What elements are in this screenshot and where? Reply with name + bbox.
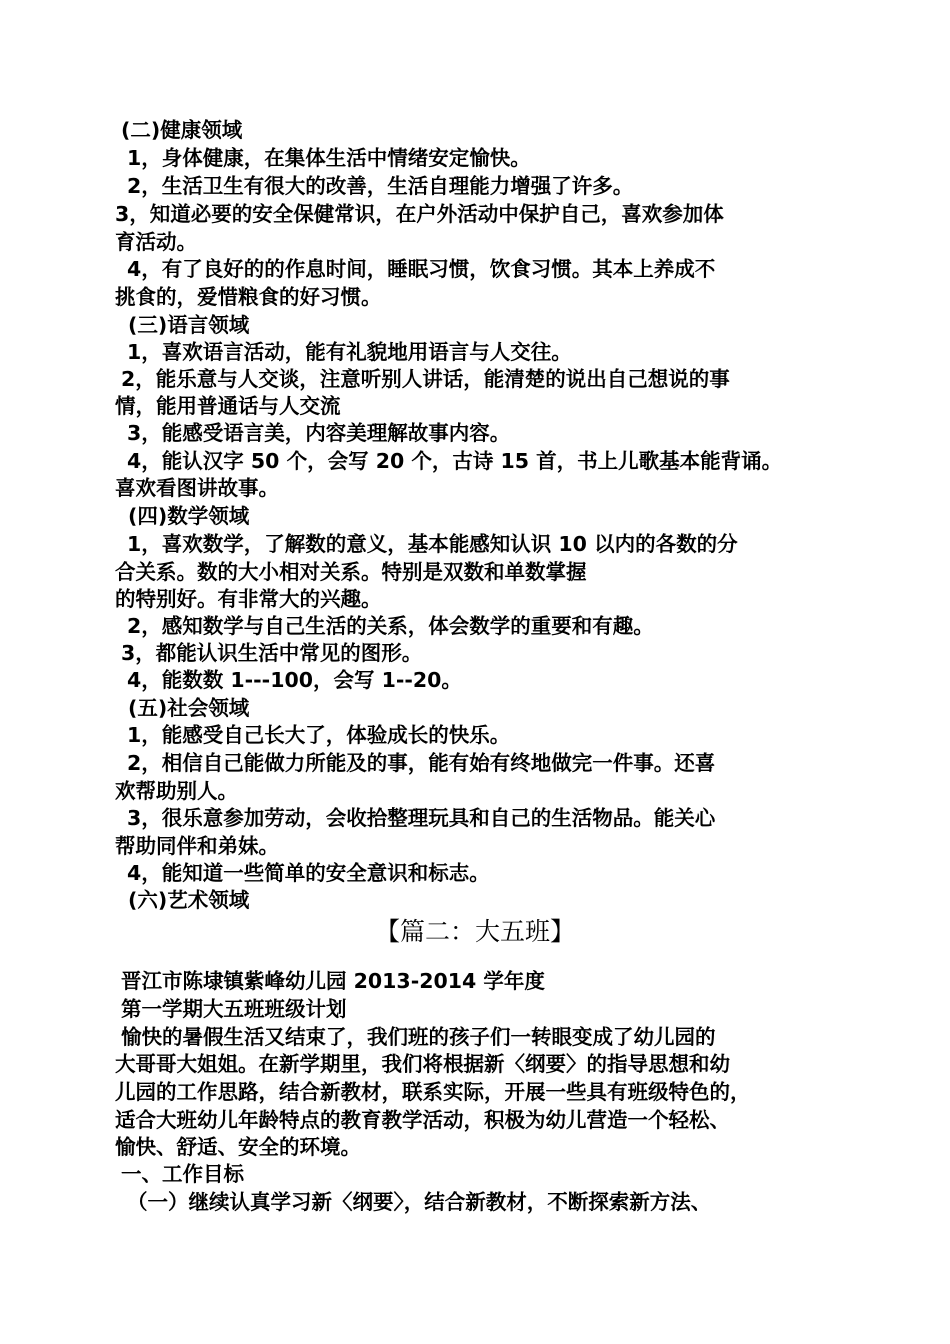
text-line: 大哥哥大姐姐。在新学期里，我们将根据新〈纲要〉的指导思想和幼	[115, 1052, 730, 1076]
text-line: 帮助同伴和弟妹。	[115, 834, 279, 858]
school-title: 晋江市陈埭镇紫峰幼儿园 2013-2014 学年度	[121, 969, 545, 993]
text-line: 1，身体健康，在集体生活中情绪安定愉快。	[127, 146, 531, 170]
text-line: 的特别好。有非常大的兴趣。	[115, 587, 382, 611]
text-line: 愉快的暑假生活又结束了，我们班的孩子们一转眼变成了幼儿园的	[121, 1025, 716, 1049]
text-line: 1，喜欢数学，了解数的意义，基本能感知认识 10 以内的各数的分	[127, 532, 738, 556]
text-line: 情，能用普通话与人交流	[115, 394, 341, 418]
text-line: 1，能感受自己长大了，体验成长的快乐。	[127, 723, 511, 747]
section-title-language: (三)语言领域	[128, 313, 250, 337]
text-line: 2，能乐意与人交谈，注意听别人讲话，能清楚的说出自己想说的事	[121, 367, 730, 391]
text-line: 挑食的，爱惜粮食的好习惯。	[115, 285, 382, 309]
text-line: 欢帮助别人。	[115, 779, 238, 803]
section-title-health: (二)健康领域	[121, 118, 243, 142]
text-line: 3，能感受语言美，内容美理解故事内容。	[127, 421, 511, 445]
section-title-goals: 一、工作目标	[121, 1162, 244, 1186]
text-line: 4，能认汉字 50 个，会写 20 个，古诗 15 首，书上儿歌基本能背诵。	[127, 449, 783, 473]
plan-title: 第一学期大五班班级计划	[121, 997, 347, 1021]
text-line: 3，知道必要的安全保健常识，在户外活动中保护自己，喜欢参加体	[115, 202, 724, 226]
text-line: 2，相信自己能做力所能及的事，能有始有终地做完一件事。还喜	[127, 751, 716, 775]
text-line: 3，很乐意参加劳动，会收拾整理玩具和自己的生活物品。能关心	[127, 806, 716, 830]
text-line: 2，生活卫生有很大的改善，生活自理能力增强了许多。	[127, 174, 634, 198]
text-line: 3，都能认识生活中常见的图形。	[121, 641, 423, 665]
text-line: 愉快、舒适、安全的环境。	[115, 1135, 361, 1159]
text-line: 适合大班幼儿年龄特点的教育教学活动，积极为幼儿营造一个轻松、	[115, 1108, 730, 1132]
text-line: 育活动。	[115, 230, 197, 254]
section-title-society: (五)社会领域	[128, 696, 250, 720]
section-title-math: (四)数学领域	[128, 504, 250, 528]
text-line: 4，有了良好的的作息时间，睡眠习惯，饮食习惯。其本上养成不	[127, 257, 716, 281]
section-heading: 【篇二：大五班】	[374, 917, 575, 946]
text-line: 4，能知道一些简单的安全意识和标志。	[127, 861, 490, 885]
text-line: 2，感知数学与自己生活的关系，体会数学的重要和有趣。	[127, 614, 654, 638]
text-line: 1，喜欢语言活动，能有礼貌地用语言与人交往。	[127, 340, 572, 364]
text-line: 喜欢看图讲故事。	[115, 476, 279, 500]
section-title-art: (六)艺术领域	[128, 888, 250, 912]
text-line: 合关系。数的大小相对关系。特别是双数和单数掌握	[115, 560, 587, 584]
text-line: 儿园的工作思路，结合新教材，联系实际，开展一些具有班级特色的，	[115, 1080, 751, 1104]
text-line: 4，能数数 1---100，会写 1--20。	[127, 668, 462, 692]
text-line: （一）继续认真学习新〈纲要〉，结合新教材，不断探索新方法、	[127, 1190, 712, 1214]
